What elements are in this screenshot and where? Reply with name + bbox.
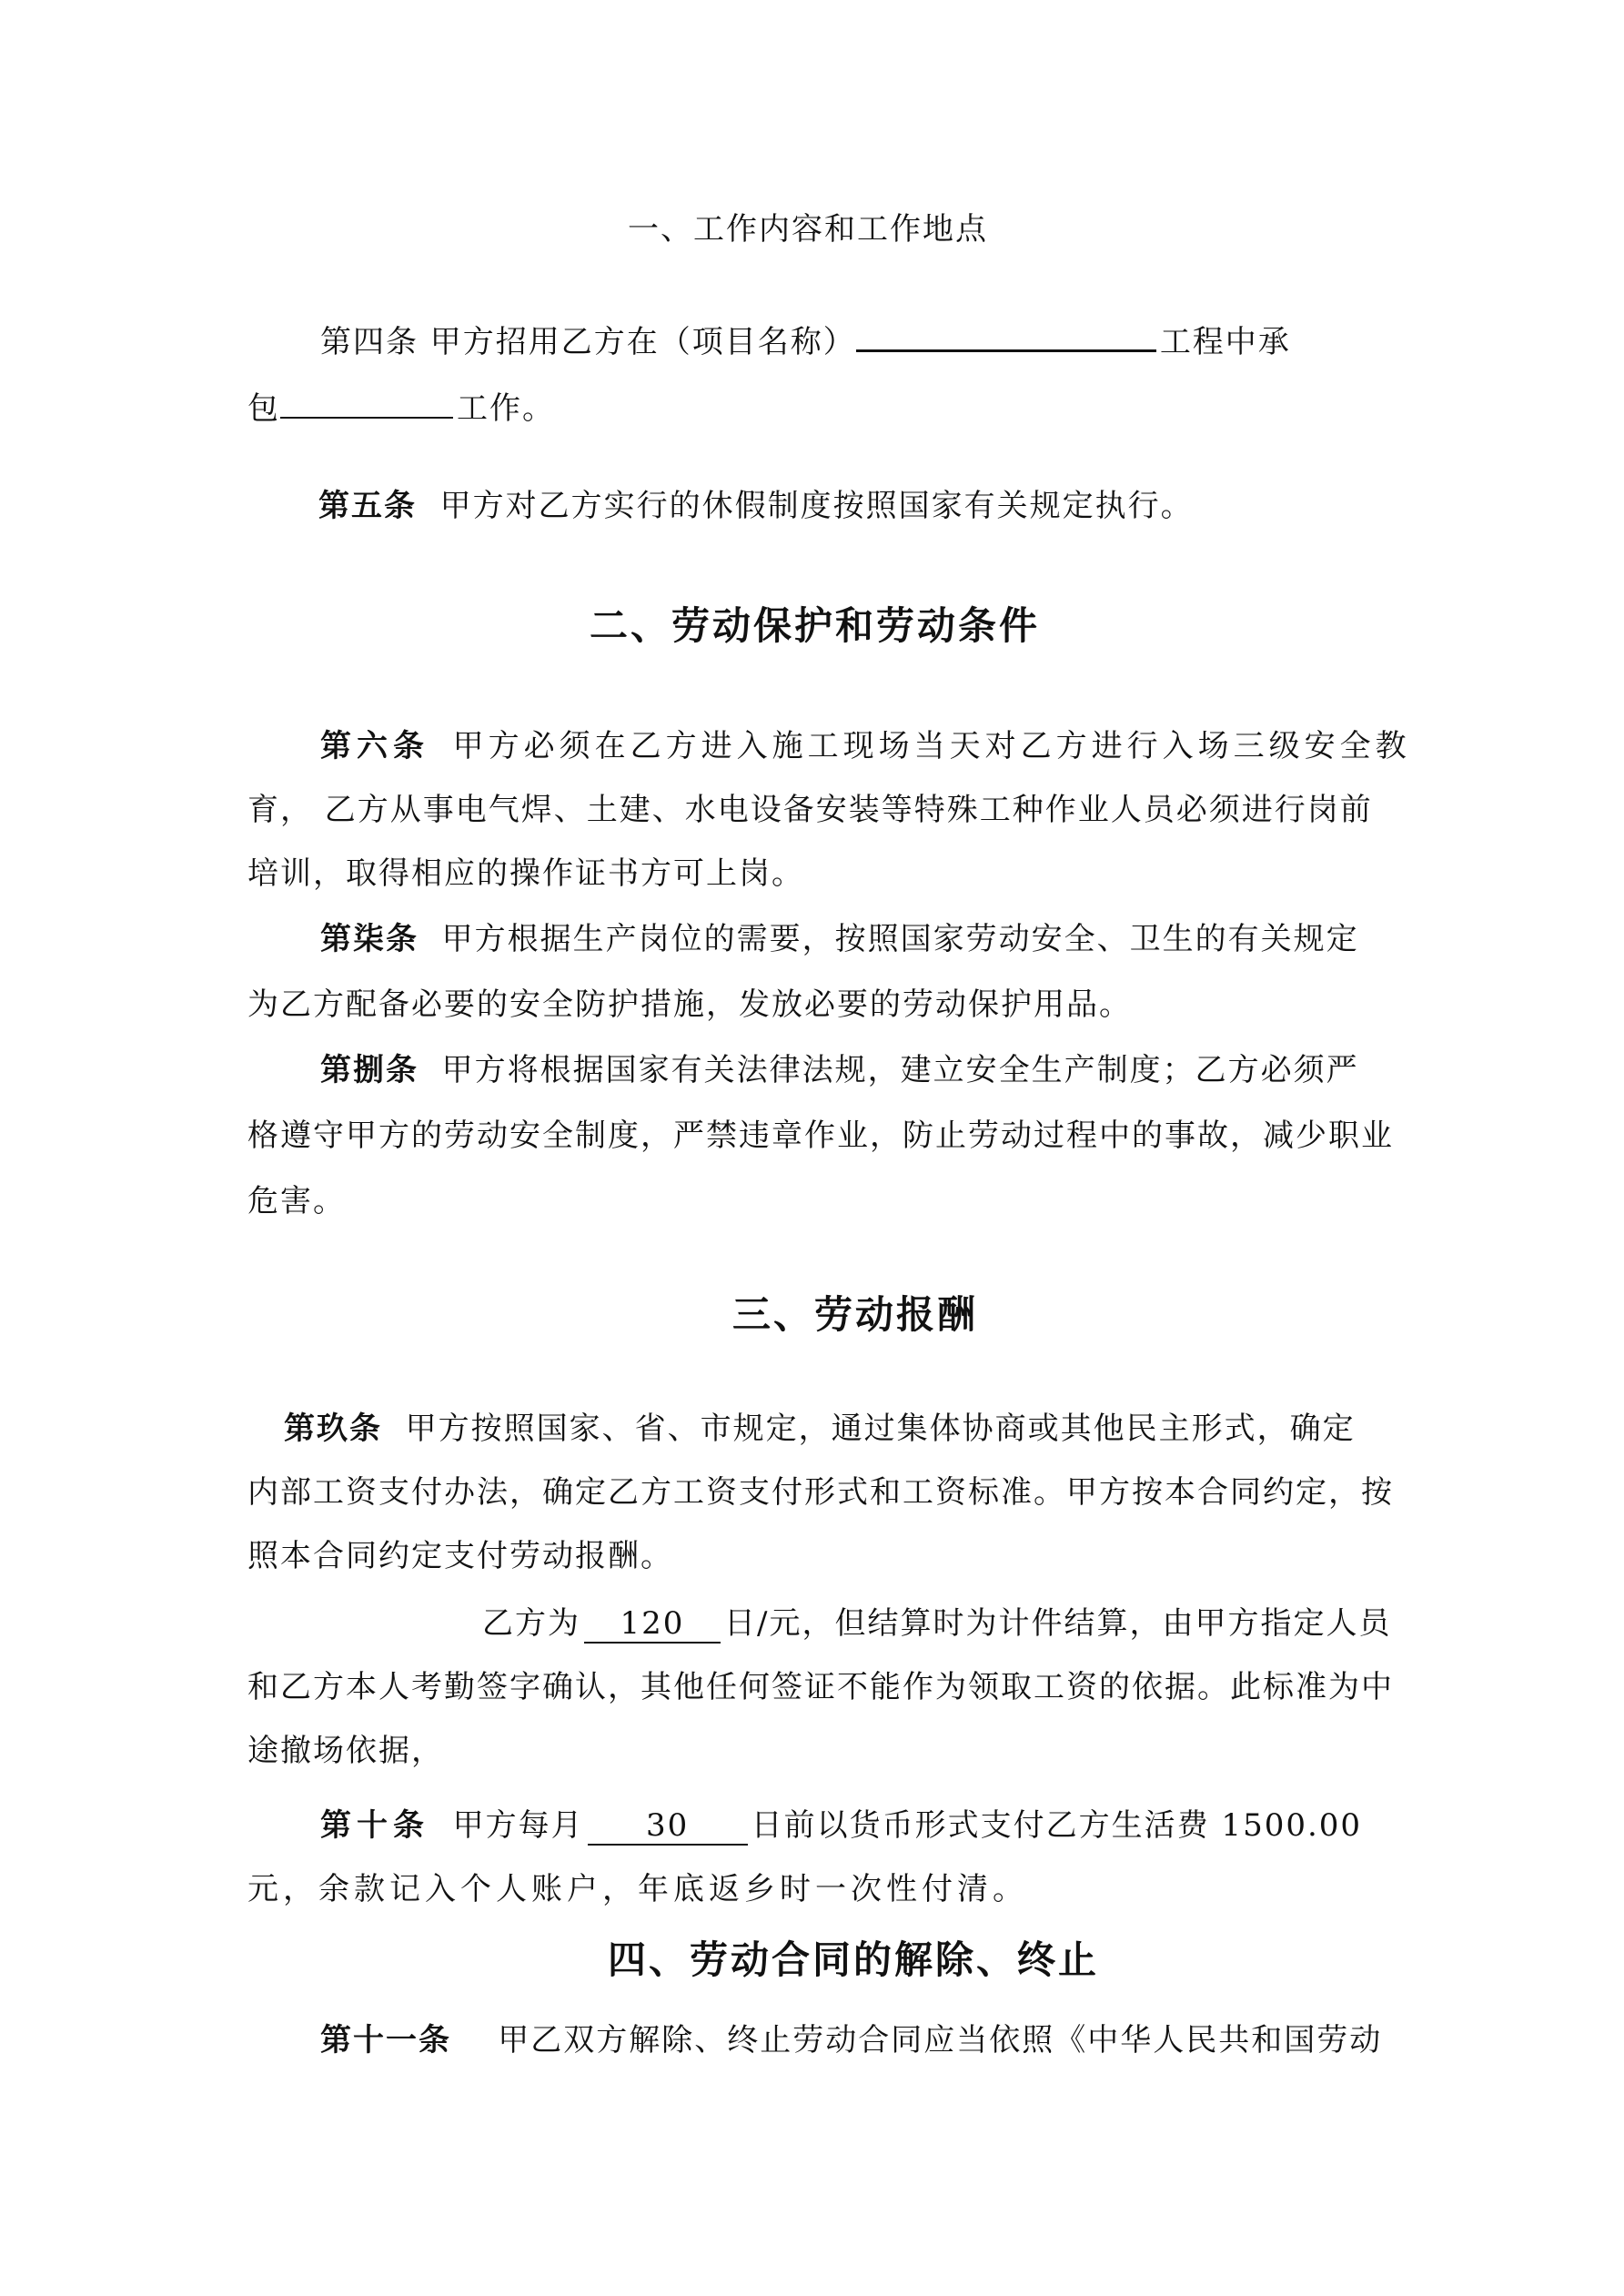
article-8-label: 第捌条 xyxy=(320,1052,419,1088)
article-4-line-2-prefix: 包 xyxy=(247,390,280,427)
wage-line-1 xyxy=(482,1605,1391,1644)
section-4-title: 四、劳动合同的解除、终止 xyxy=(608,1937,1100,1982)
article-7-line-2: 为乙方配备必要的安全防护措施，发放必要的劳动保护用品。 xyxy=(247,986,1132,1023)
article-10-prefix: 甲方每月 xyxy=(452,1807,584,1844)
wage-after: 日/元，但结算时为计件结算，由甲方指定人员 xyxy=(724,1605,1392,1642)
pay-day-value: 30 xyxy=(588,1807,748,1846)
project-name-blank xyxy=(856,319,1156,352)
article-8-text-1: 甲方将根据国家有关法律法规，建立安全生产制度；乙方必须严 xyxy=(441,1052,1359,1088)
article-5-label: 第五条 xyxy=(318,488,417,524)
article-7-text-1: 甲方根据生产岗位的需要，按照国家劳动安全、卫生的有关规定 xyxy=(441,921,1359,957)
article-4-prefix: 第四条 甲方招用乙方在（项目名称） xyxy=(320,324,856,360)
article-7-label: 第柒条 xyxy=(320,921,419,957)
article-9-line-1 xyxy=(284,1411,1356,1447)
article-8-line-1 xyxy=(320,1052,1359,1088)
article-9-line-3: 照本合同约定支付劳动报酬。 xyxy=(247,1538,673,1574)
section-2-title: 二、劳动保护和劳动条件 xyxy=(590,603,1041,648)
article-10-label: 第十条 xyxy=(320,1807,429,1844)
wage-prefix: 乙方为 xyxy=(482,1605,580,1642)
job-scope-blank xyxy=(280,386,453,419)
article-11-line-1 xyxy=(320,2022,1382,2058)
article-6-line-3: 培训，取得相应的操作证书方可上岗。 xyxy=(247,855,804,892)
article-9-line-2: 内部工资支付办法，确定乙方工资支付形式和工资标准。甲方按本合同约定，按 xyxy=(247,1474,1394,1511)
article-7-line-1 xyxy=(320,921,1359,957)
article-5-text: 甲方对乙方实行的休假制度按照国家有关规定执行。 xyxy=(439,488,1194,524)
article-5 xyxy=(318,488,1194,524)
article-10-after: 日前以货币形式支付乙方生活费 1500.00 xyxy=(751,1807,1363,1844)
article-4-line-1 xyxy=(320,319,1291,360)
article-6-line-2: 育， 乙方从事电气焊、土建、水电设备安装等特殊工种作业人员必须进行岗前 xyxy=(247,792,1373,828)
article-8-line-3: 危害。 xyxy=(247,1183,346,1219)
wage-line-2: 和乙方本人考勤签字确认，其他任何签证不能作为领取工资的依据。此标准为中 xyxy=(247,1669,1394,1705)
article-10-line-2: 元，余款记入个人账户，年底返乡时一次性付清。 xyxy=(247,1871,1028,1907)
article-4-after: 工程中承 xyxy=(1159,324,1291,360)
article-9-label: 第玖条 xyxy=(284,1411,382,1447)
article-9-text-1: 甲方按照国家、省、市规定，通过集体协商或其他民主形式，确定 xyxy=(405,1411,1356,1447)
article-6-label: 第六条 xyxy=(320,728,429,764)
article-8-line-2: 格遵守甲方的劳动安全制度，严禁违章作业，防止劳动过程中的事故，减少职业 xyxy=(247,1118,1394,1154)
section-1-title: 一、工作内容和工作地点 xyxy=(628,211,988,248)
section-3-title: 三、劳动报酬 xyxy=(732,1292,979,1337)
article-10-line-1 xyxy=(320,1807,1362,1846)
wage-line-3: 途撤场依据， xyxy=(247,1733,444,1769)
article-4-line-2-after: 工作。 xyxy=(457,390,555,427)
article-11-label: 第十一条 xyxy=(320,2022,451,2058)
article-4-line-2 xyxy=(247,386,555,427)
daily-wage-value: 120 xyxy=(584,1605,721,1644)
article-6-text-1: 甲方必须在乙方进入施工现场当天对乙方进行入场三级安全教 xyxy=(452,728,1411,764)
article-6-line-1 xyxy=(320,728,1411,764)
article-11-text-1: 甲乙双方解除、终止劳动合同应当依照《中华人民共和国劳动 xyxy=(498,2022,1383,2058)
